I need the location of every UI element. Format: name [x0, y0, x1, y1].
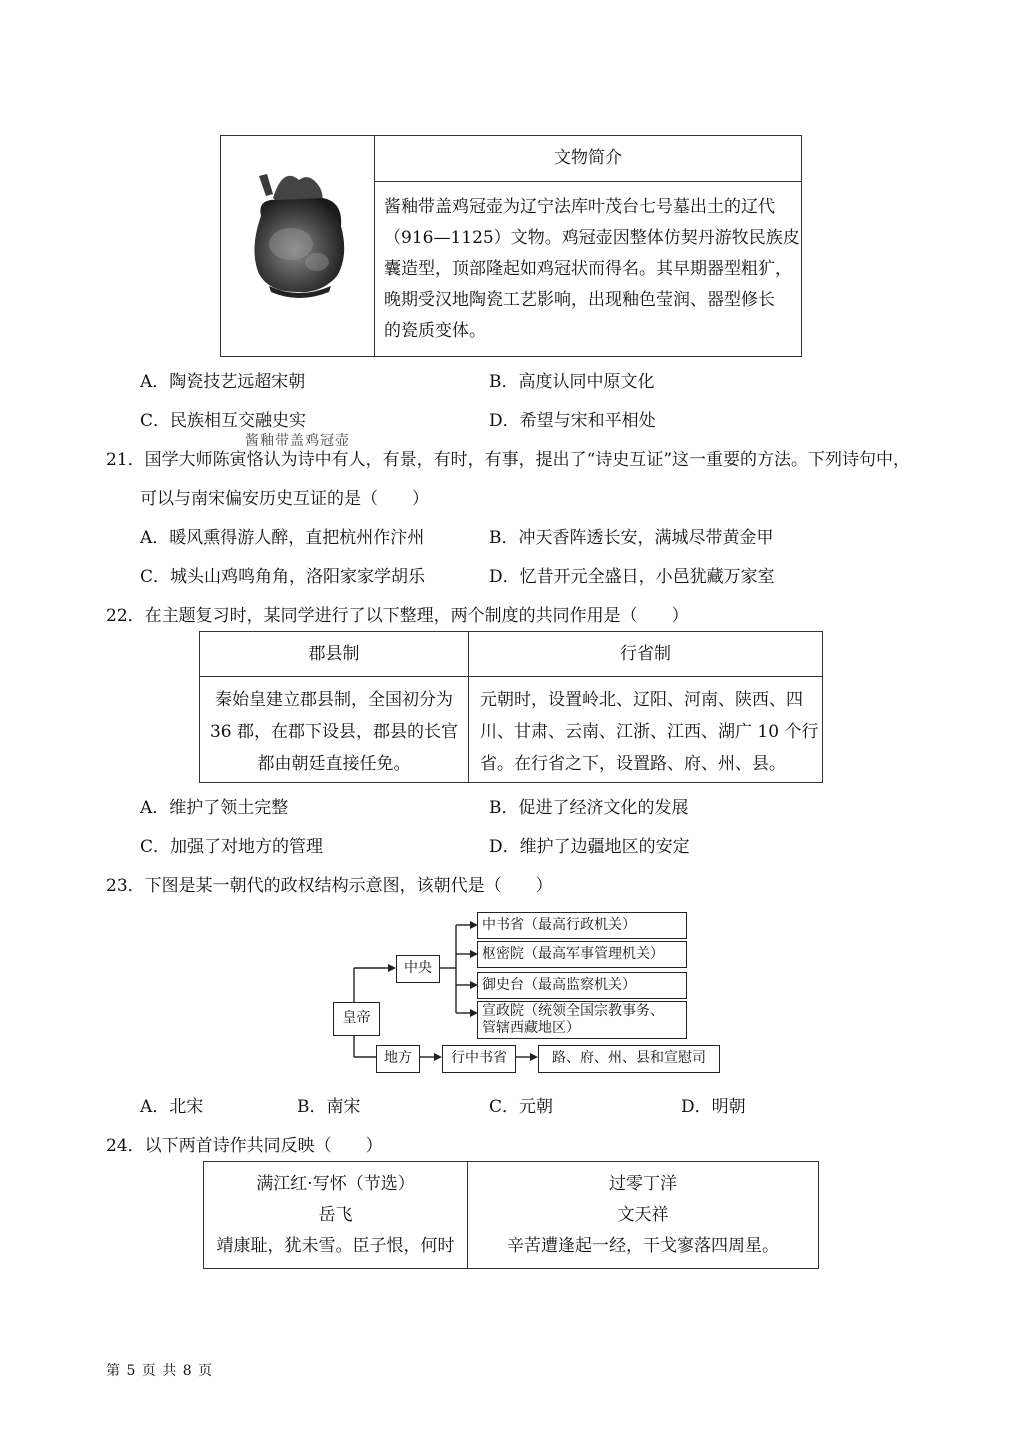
option-b[interactable]: B．冲天香阵透长安，满城尽带黄金甲: [489, 528, 774, 548]
province-box: 行中书省: [442, 1045, 516, 1073]
question-21-stem: 21．国学大师陈寅恪认为诗中有人，有景，有时，有事，提出了“诗史互证”这一重要的方法。下列诗句中，: [106, 450, 911, 470]
poem-author: 岳飞: [318, 1205, 353, 1225]
image-caption: 酱釉带盖鸡冠壶: [245, 433, 350, 449]
option-c[interactable]: C．元朝: [489, 1097, 554, 1117]
option-d[interactable]: D．明朝: [681, 1097, 746, 1117]
description-line: 囊造型，顶部隆起如鸡冠状而得名。其早期器型粗犷，: [384, 259, 792, 279]
option-a[interactable]: A．北宋: [140, 1097, 204, 1117]
left-header: 郡县制: [308, 644, 360, 664]
local-box: 地方: [376, 1045, 420, 1073]
description-line: 酱釉带盖鸡冠壶为辽宁法库叶茂台七号墓出土的辽代: [384, 197, 775, 217]
question-24-stem: 24．以下两首诗作共同反映（ ）: [106, 1136, 383, 1156]
poem-author: 文天祥: [617, 1205, 669, 1225]
option-a[interactable]: A．维护了领土完整: [140, 798, 289, 818]
description-line: 晚期受汉地陶瓷工艺影响，出现釉色莹润、器型修长: [384, 290, 775, 310]
question-23-stem: 23．下图是某一朝代的政权结构示意图，该朝代是（ ）: [106, 876, 553, 896]
poem-title: 过零丁洋: [609, 1174, 677, 1194]
description-line: 的瓷质变体。: [384, 321, 486, 341]
page-footer: 第 5 页 共 8 页: [106, 1363, 214, 1379]
table-header: 文物简介: [375, 136, 801, 182]
subunits-box: 路、府、州、县和宣慰司: [538, 1045, 720, 1073]
cell-line: 都由朝廷直接任免。: [257, 754, 411, 774]
option-b[interactable]: B．促进了经济文化的发展: [489, 798, 689, 818]
cell-line: 元朝时，设置岭北、辽阳、河南、陕西、四: [480, 690, 803, 710]
box-line: 宣政院（统领全国宗教事务、: [482, 1003, 664, 1019]
option-b[interactable]: B．高度认同中原文化: [489, 372, 655, 392]
poem-text: 靖康耻，犹未雪。臣子恨，何时: [216, 1236, 455, 1256]
central-box: 中央: [396, 955, 440, 983]
box-line: 管辖西藏地区）: [482, 1020, 580, 1036]
left-poem: [204, 1169, 467, 1262]
option-a[interactable]: A．陶瓷技艺远超宋朝: [140, 372, 306, 392]
central-item-box: 枢密院（最高军事管理机关）: [477, 941, 687, 968]
central-item-box: 御史台（最高监察机关）: [477, 972, 687, 999]
option-c[interactable]: C．城头山鸡鸣角角，洛阳家家学胡乐: [140, 567, 426, 587]
left-content: [200, 684, 468, 780]
central-item-box: 中书省（最高行政机关）: [477, 912, 687, 939]
question-21-stem-cont: 可以与南宋偏安历史互证的是（ ）: [140, 489, 429, 509]
description-line: （916—1125）文物。鸡冠壶因整体仿契丹游牧民族皮: [384, 228, 800, 248]
system-comparison-table: [199, 631, 823, 783]
option-d[interactable]: D．希望与宋和平相处: [489, 411, 656, 431]
cell-line: 川、甘肃、云南、江浙、江西、湖广 10 个行: [480, 722, 819, 742]
right-poem: [468, 1169, 818, 1262]
poem-text: 辛苦遭逢起一经，干戈寥落四周星。: [507, 1236, 779, 1256]
option-d[interactable]: D．忆昔开元全盛日，小邑犹藏万家室: [489, 567, 775, 587]
right-content: [480, 684, 818, 780]
right-header: 行省制: [620, 644, 671, 664]
option-d[interactable]: D．维护了边疆地区的安定: [489, 837, 690, 857]
chicken-crown-pot-image: [221, 136, 374, 356]
question-22-stem: 22．在主题复习时，某同学进行了以下整理，两个制度的共同作用是（ ）: [106, 606, 689, 626]
poem-table: [203, 1161, 819, 1269]
cell-line: 省。在行省之下，设置路、府、州、县。: [480, 754, 786, 774]
xuanzheng-box: [477, 1001, 687, 1039]
emperor-box: 皇帝: [333, 1002, 380, 1036]
option-b[interactable]: B．南宋: [297, 1097, 361, 1117]
option-c[interactable]: C．民族相互交融史实: [140, 411, 307, 431]
cell-line: 36 郡，在郡下设县，郡县的长官: [209, 722, 459, 742]
option-c[interactable]: C．加强了对地方的管理: [140, 837, 324, 857]
poem-title: 满江红·写怀（节选）: [256, 1174, 415, 1194]
artifact-description: [384, 192, 800, 347]
cell-line: 秦始皇建立郡县制，全国初分为: [215, 690, 453, 710]
option-a[interactable]: A．暖风熏得游人醉，直把杭州作汴州: [140, 528, 425, 548]
